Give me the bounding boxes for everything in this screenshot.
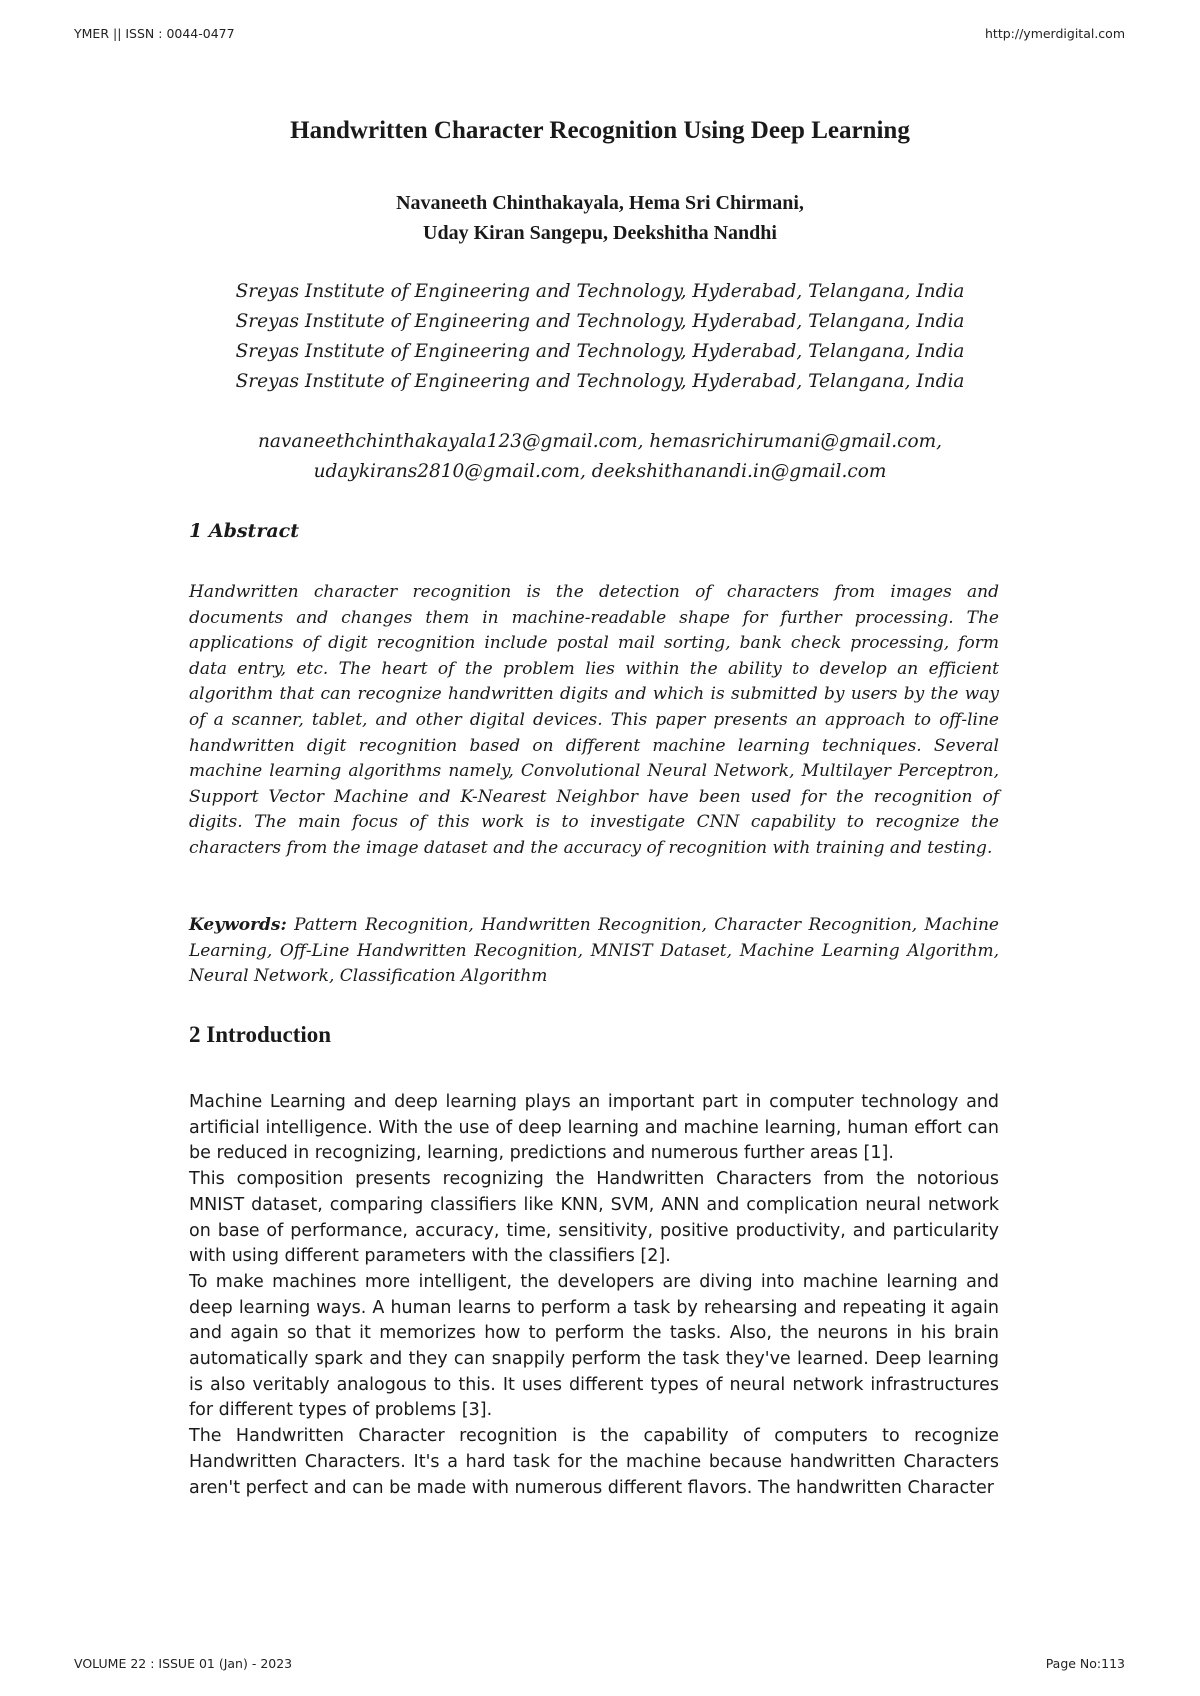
affiliation-line: Sreyas Institute of Engineering and Technology, Hyderabad, Telangana, India [235,281,965,302]
email-line: udaykirans2810@gmail.com, deekshithanandi.in@gmail.com [313,461,887,482]
introduction-paragraph: The Handwritten Character recognition is the capability of computers to recognize Handwritten Characters. It's a hard task for the machine because handwritten Characters aren't perfect and can be made with numerous different flavors. The handwritten Character [189,1426,999,1498]
keywords-paragraph [189,913,999,990]
email-list [0,427,1200,487]
affiliation-line: Sreyas Institute of Engineering and Technology, Hyderabad, Telangana, India [235,341,965,362]
keywords-label: Keywords: [189,915,287,935]
email-line: navaneethchinthakayala123@gmail.com, hemasrichirumani@gmail.com, [257,431,943,452]
introduction-paragraph: This composition presents recognizing the Handwritten Characters from the notorious MNIST dataset, comparing classifiers like KNN, SVM, ANN and complication neural network on base of performance, accuracy, time, sensitivity, positive productivity, and particularity with using different parameters with the classifiers [2]. [189,1169,999,1267]
introduction-body [189,1090,999,1501]
author-list [0,188,1200,248]
journal-header: YMER || ISSN : 0044-0477 [74,26,235,41]
volume-footer: VOLUME 22 : ISSUE 01 (Jan) - 2023 [74,1656,293,1671]
abstract-text: Handwritten character recognition is the detection of characters from images and documents and changes them in machine-readable shape for further processing. The applications of digit recognition include postal mail sorting, bank check processing, form data entry, etc. The heart of the problem lies within the ability to develop an efficient algorithm that can recognize handwritten digits and which is submitted by users by the way of a scanner, tablet, and other digital devices. This paper presents an approach to off-line handwritten digit recognition based on different machine learning techniques. Several machine learning algorithms namely, Convolutional Neural Network, Multilayer Perceptron, Support Vector Machine and K-Nearest Neighbor have been used for the recognition of digits. The main focus of this work is to investigate CNN capability to recognize the characters from the image dataset and the accuracy of recognition with training and testing. [189,582,999,858]
journal-url[interactable]: http://ymerdigital.com [985,26,1125,41]
introduction-paragraph: To make machines more intelligent, the developers are diving into machine learning and deep learning ways. A human learns to perform a task by rehearsing and repeating it again and again so that it memorizes how to perform the tasks. Also, the neurons in his brain automatically spark and they can snappily perform the task they've learned. Deep learning is also veritably analogous to this. It uses different types of neural network infrastructures for different types of problems [3]. [189,1271,999,1421]
introduction-heading: 2 Introduction [189,1022,332,1047]
author-line: Uday Kiran Sangepu, Deekshitha Nandhi [423,222,777,244]
page-number: Page No:113 [1045,1656,1125,1671]
paper-title: Handwritten Character Recognition Using Deep Learning [290,117,910,144]
affiliation-line: Sreyas Institute of Engineering and Technology, Hyderabad, Telangana, India [235,371,965,392]
affiliation-line: Sreyas Institute of Engineering and Technology, Hyderabad, Telangana, India [235,311,965,332]
introduction-paragraph: Machine Learning and deep learning plays an important part in computer technology and artificial intelligence. With the use of deep learning and machine learning, human effort can be reduced in recognizing, learning, predictions and numerous further areas [1]. [189,1092,999,1164]
keywords-text: Pattern Recognition, Handwritten Recognition, Character Recognition, Machine Learning, Off-Line Handwritten Recognition, MNIST Dataset, Machine Learning Algorithm, Neural Network, Classification Algorithm [189,915,999,987]
author-line: Navaneeth Chinthakayala, Hema Sri Chirmani, [396,192,804,214]
affiliation-list [0,277,1200,397]
abstract-heading: 1 Abstract [189,520,300,542]
